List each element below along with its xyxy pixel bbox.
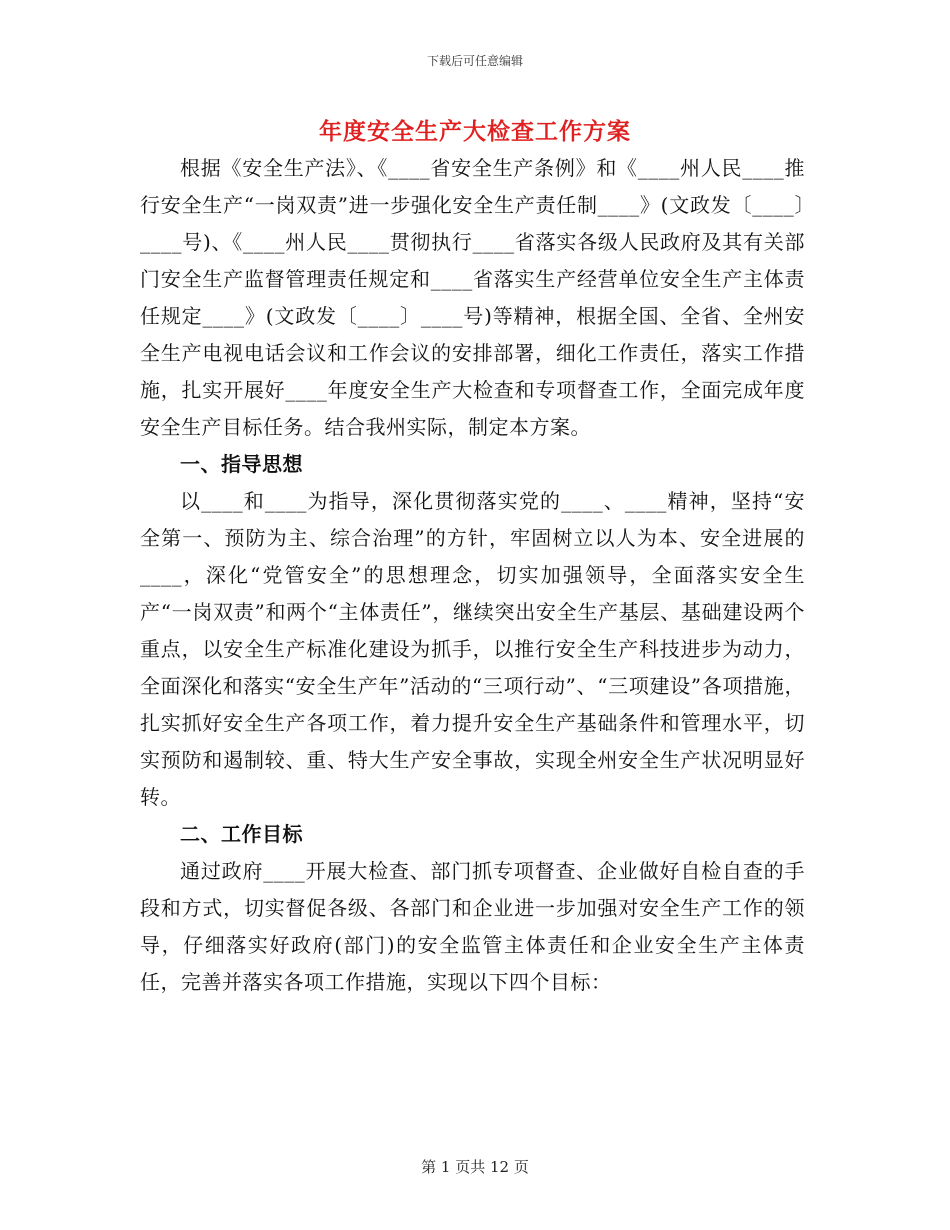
- guiding-thought-paragraph: 以____和____为指导，深化贯彻落实党的____、____精神，坚持“安全第一、预防为主、综合治理”的方针，牢固树立以人为本、安全进展的____，深化“党管安全”的思想理念，切实加强领导，全面落实安全生产“一岗双责”和两个“主体责任”，继续突出安全生产基层、基础建设两个重点，以安全生产标准化建设为抓手，以推行安全生产科技进步为动力，全面深化和落实“安全生产年”活动的“三项行动”、“三项建设”各项措施，扎实抓好安全生产各项工作，着力提升安全生产基础条件和管理水平，切实预防和遏制较、重、特大生产安全事故，实现全州安全生产状况明显好转。: [140, 489, 805, 809]
- section-heading-guiding-thought: 一、指导思想: [180, 452, 303, 476]
- page-number-footer: 第 1 页共 12 页: [421, 1158, 529, 1176]
- work-goals-paragraph: 通过政府____开展大检查、部门抓专项督查、企业做好自检自查的手段和方式，切实督促各级、各部门和企业进一步加强对安全生产工作的领导，仔细落实好政府(部门)的安全监管主体责任和企业安全生产主体责任，完善并落实各项工作措施，实现以下四个目标：: [140, 859, 805, 994]
- header-note: 下载后可任意编辑: [426, 54, 523, 68]
- document-title: 年度安全生产大检查工作方案: [319, 118, 631, 145]
- intro-paragraph: 根据《安全生产法》、《____省安全生产条例》和《____州人民____推行安全生产“一岗双责”进一步强化安全生产责任制____》(文政发〔____〕____号)、《____州人民____贯彻执行____省落实各级人民政府及其有关部门安全生产监督管理责任规定和____省落实生产经营单位安全生产主体责任规定____》(文政发〔____〕____号)等精神，根据全国、全省、全州安全生产电视电话会议和工作会议的安排部署，细化工作责任，落实工作措施，扎实开展好____年度安全生产大检查和专项督查工作，全面完成年度安全生产目标任务。结合我州实际，制定本方案。: [140, 156, 805, 439]
- section-heading-work-goals: 二、工作目标: [180, 822, 303, 846]
- document-body: [140, 150, 805, 1001]
